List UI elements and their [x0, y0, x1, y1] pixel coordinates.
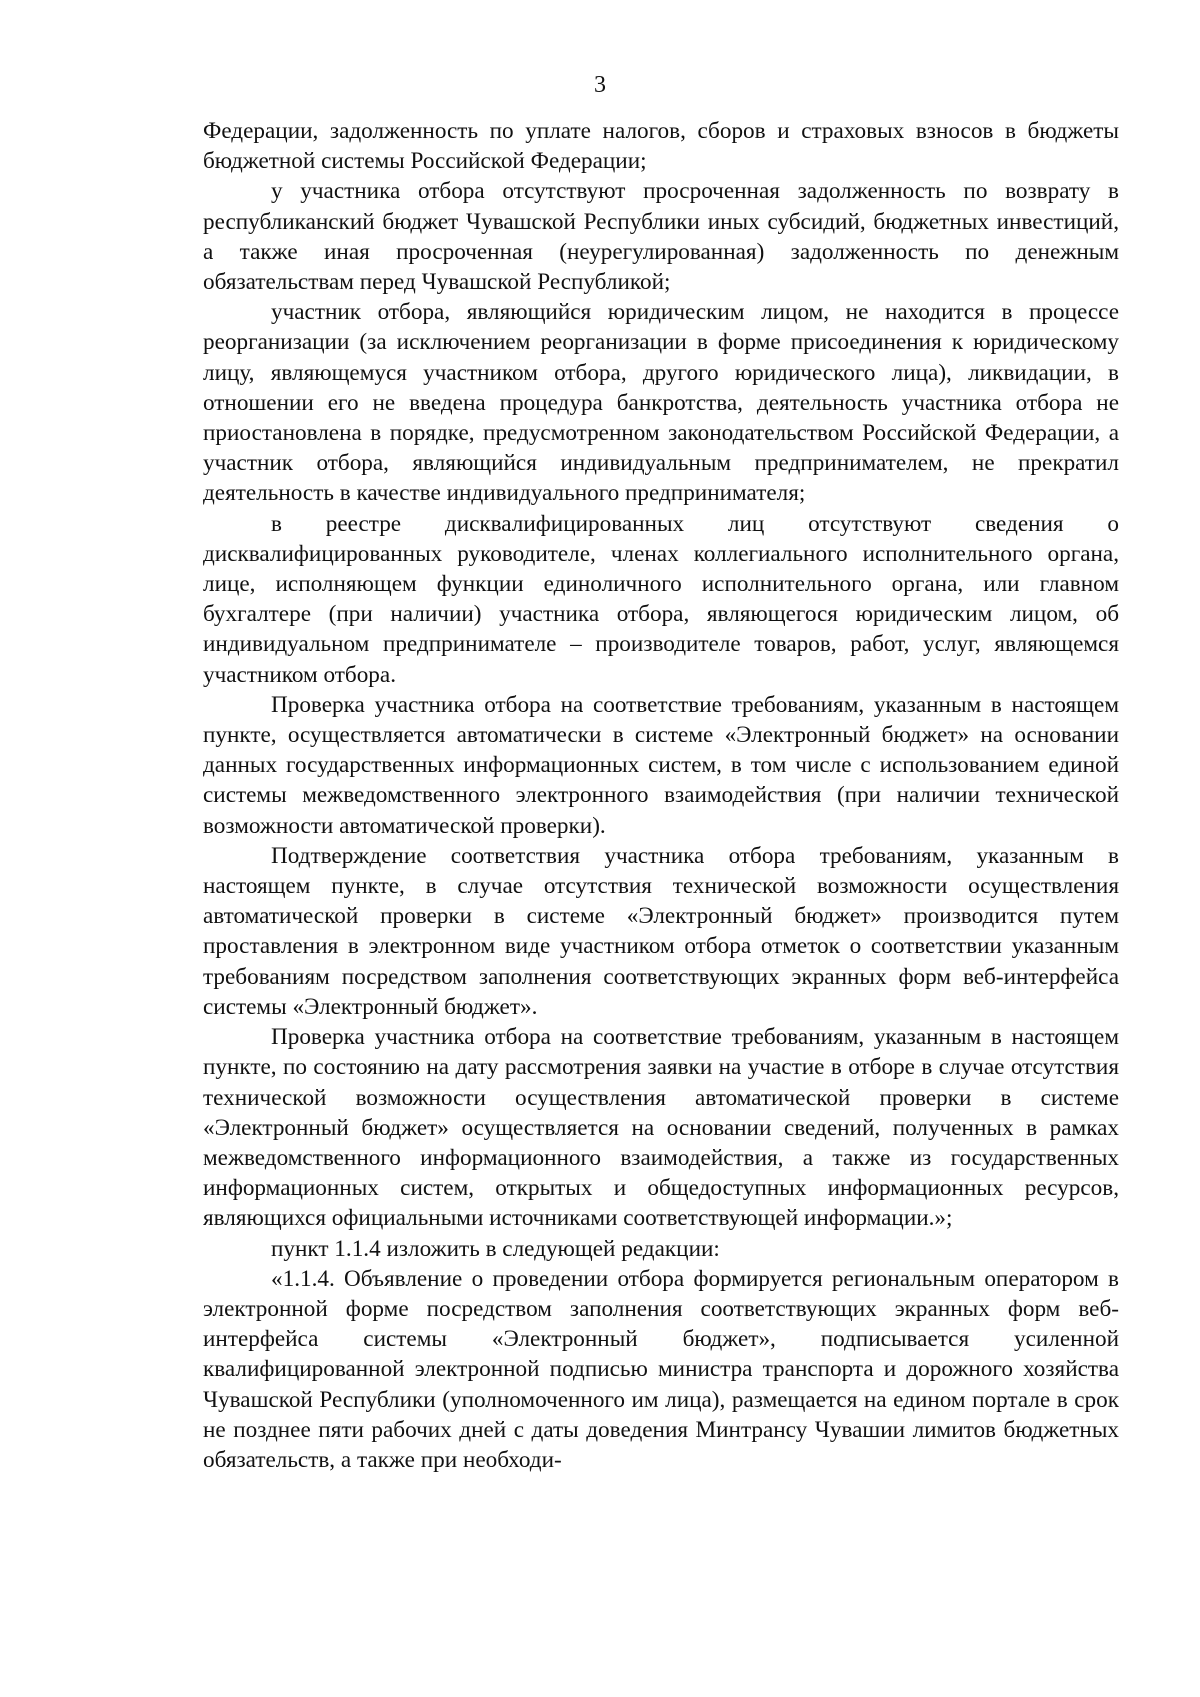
paragraph-confirmation: Подтверждение соответствия участника отбора требованиям, указанным в настоящем пункте, в случае отсутствия технической возможности осуществления автоматической проверки в системе «Электронный бюджет» производится путем проставления в электронном виде участником отбора отметок о соответствии указанным требованиям посредством заполнения соответствующих экранных форм веб-интерфейса системы «Электронный бюджет».: [203, 842, 1119, 1020]
paragraph-disqualified-persons: в реестре дисквалифицированных лиц отсутствуют сведения о дисквалифицированных руководителе, членах коллегиального исполнительного органа, лице, исполняющем функции единоличного исполнительного органа, или главном бухгалтере (при наличии) участника отбора, являющегося юридическим лицом, об индивидуальном предпринимателе – производителе товаров, работ, услуг, являющемся участником отбора.: [203, 510, 1119, 688]
paragraph-manual-check: Проверка участника отбора на соответствие требованиям, указанным в настоящем пункте, по состоянию на дату рассмотрения заявки на участие в отборе в случае отсутствия технической возможности осуществления автоматической проверки в системе «Электронный бюджет» осуществляется на основании сведений, полученных в рамках межведомственного информационного взаимодействия, а также из государственных информационных систем, открытых и общедоступных информационных ресурсов, являющихся официальными источниками соответствующей информации.»;: [203, 1024, 1119, 1232]
page-number: 3: [594, 72, 606, 98]
paragraph-clause-1-1-4: «1.1.4. Объявление о проведении отбора формируется региональным оператором в электронной форме посредством заполнения соответствующих экранных форм веб-интерфейса системы «Электронный бюджет», подписывается усиленной квалифицированной электронной подписью министра транспорта и дорожного хозяйства Чувашской Республики (уполномоченного им лица), размещается на едином портале в срок не позднее пяти рабочих дней с даты доведения Минтрансу Чувашии лимитов бюджетных обязательств, а также при необходи-: [203, 1265, 1119, 1473]
paragraph-overdue-debt: у участника отбора отсутствуют просроченная задолженность по возврату в республиканский бюджет Чувашской Республики иных субсидий, бюджетных инвестиций, а также иная просроченная (неурегулированная) задолженность по денежным обязательствам перед Чувашской Республикой;: [203, 178, 1119, 296]
document-body: [203, 116, 1119, 1475]
paragraph-amendment-intro: пункт 1.1.4 изложить в следующей редакции:: [271, 1235, 720, 1262]
paragraph-automatic-check: Проверка участника отбора на соответствие требованиям, указанным в настоящем пункте, осуществляется автоматически в системе «Электронный бюджет» на основании данных государственных информационных систем, в том числе с использованием единой системы межведомственного электронного взаимодействия (при наличии технической возможности автоматической проверки).: [203, 691, 1119, 839]
paragraph-tax-debt: Федерации, задолженность по уплате налогов, сборов и страховых взносов в бюджеты бюджетной системы Российской Федерации;: [203, 118, 1119, 175]
paragraph-reorganization: участник отбора, являющийся юридическим лицом, не находится в процессе реорганизации (за исключением реорганизации в форме присоединения к юридическому лицу, являющемуся участником отбора, другого юридического лица), ликвидации, в отношении его не введена процедура банкротства, деятельность участника отбора не приостановлена в порядке, предусмотренном законодательством Российской Федерации, а участник отбора, являющийся индивидуальным предпринимателем, не прекратил деятельность в качестве индивидуального предпринимателя;: [203, 299, 1119, 507]
